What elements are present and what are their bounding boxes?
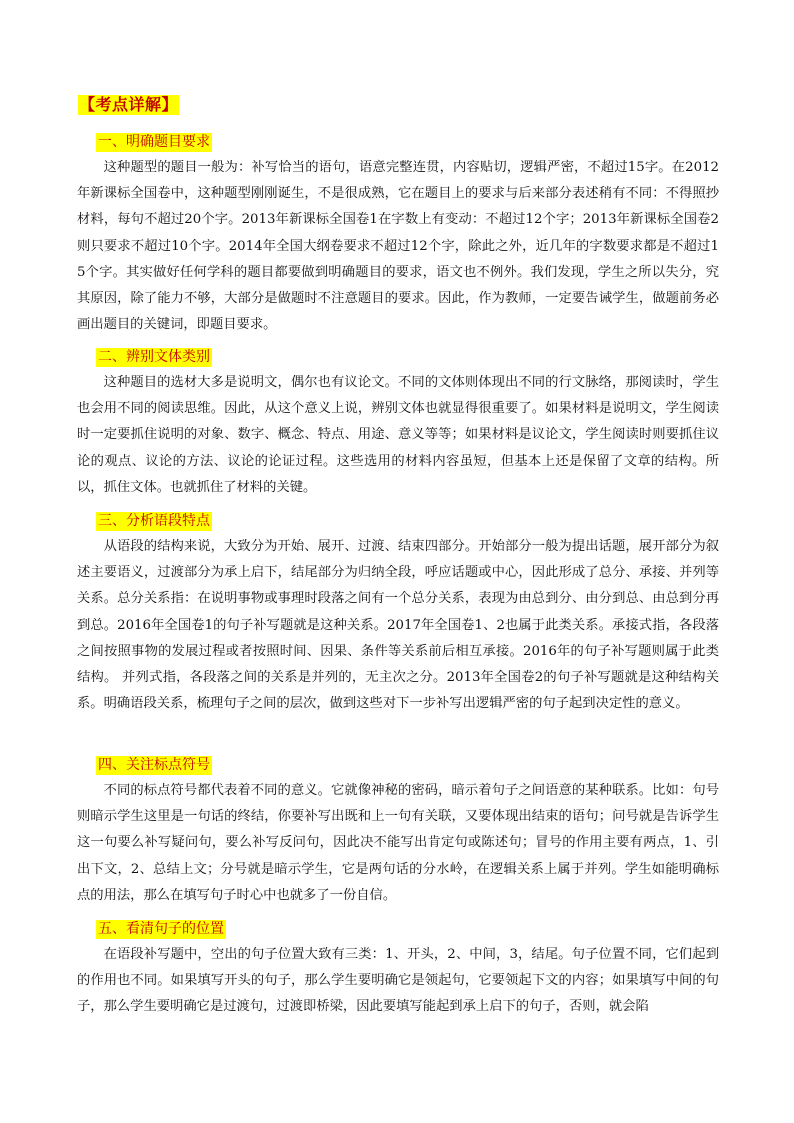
section-paragraph-3: 从语段的结构来说，大致分为开始、展开、过渡、结束四部分。开始部分一般为提出话题，展开部分为叙述主要语义，过渡部分为承上启下，结尾部分为归纳全段，呼应话题或中心，因此形成了总分、承接、并列等关系。总分关系指：在说明事物或事理时段落之间有一个总分关系，表现为由总到分、由分到总、由总到分再到总。2016年全国卷1的句子补写题就是这种关系。2017年全国卷1、2也属于此类关系。承接式指，各段落之间按照事物的发展过程或者按照时间、因果、条件等关系前后相互承接。2016年的句子补写题则属于此类结构。 并列式指，各段落之间的关系是并列的，无主次之分。2013年全国卷2的句子补写题就是这种结构关系。明确语段关系，梳理句子之间的层次，做到这些对下一步补写出逻辑严密的句子起到决定性的意义。 bbox=[77, 539, 719, 712]
section-heading-3: 三、分析语段特点 bbox=[98, 513, 210, 529]
section-heading-4: 四、关注标点符号 bbox=[98, 757, 210, 773]
section-heading-2: 二、辨别文体类别 bbox=[98, 349, 210, 365]
section-paragraph-2: 这种题目的选材大多是说明文，偶尔也有议论文。不同的文体则体现出不同的行文脉络，那阅读时，学生也会用不同的阅读思维。因此，从这个意义上说，辨别文体也就显得很重要了。如果材料是说明文，学生阅读时一定要抓住说明的对象、数字、概念、特点、用途、意义等等；如果材料是议论文，学生阅读时则要抓住议论的观点、议论的方法、议论的论证过程。这些选用的材料内容虽短，但基本上还是保留了文章的结构。所以，抓住文体。也就抓住了材料的关键。 bbox=[77, 375, 719, 495]
section-heading-1: 一、明确题目要求 bbox=[98, 134, 210, 150]
page-title: 【考点详解】 bbox=[79, 95, 179, 114]
section-paragraph-5: 在语段补写题中，空出的句子位置大致有三类：1、开头，2、中间，3，结尾。句子位置不同，它们起到的作用也不同。如果填写开头的句子，那么学生要明确它是领起句，它要领起下文的内容；如果填写中间的句子，那么学生要明确它是过渡句，过渡即桥梁，因此要填写能起到承上启下的句子，否则，就会陷 bbox=[77, 947, 719, 1015]
section-paragraph-4: 不同的标点符号都代表着不同的意义。它就像神秘的密码，暗示着句子之间语意的某种联系。比如：句号则暗示学生这里是一句话的终结，你要补写出既和上一句有关联，又要体现出结束的语句；问号就是告诉学生这一句要么补写疑问句，要么补写反问句，因此决不能写出肯定句或陈述句；冒号的作用主要有两点，1、引出下文，2、总结上文；分号就是暗示学生，它是两句话的分水岭，在逻辑关系上属于并列。学生如能明确标点的用法，那么在填写句子时心中也就多了一份自信。 bbox=[77, 783, 719, 903]
section-heading-5: 五、看清句子的位置 bbox=[98, 921, 224, 937]
section-paragraph-1: 这种题型的题目一般为：补写恰当的语句，语意完整连贯，内容贴切，逻辑严密，不超过15字。在2012年新课标全国卷中，这种题型刚刚诞生，不是很成熟，它在题目上的要求与后来部分表述稍有不同：不得照抄材料，每句不超过20个字。2013年新课标全国卷1在字数上有变动：不超过12个字；2013年新课标全国卷2则只要求不超过10个字。2014年全国大纲卷要求不超过12个字，除此之外，近几年的字数要求都是不超过15个字。其实做好任何学科的题目都要做到明确题目的要求，语文也不例外。我们发现，学生之所以失分，究其原因，除了能力不够，大部分是做题时不注意题目的要求。因此，作为教师，一定要告诫学生，做题前务必画出题目的关键词，即题目要求。 bbox=[77, 160, 719, 333]
